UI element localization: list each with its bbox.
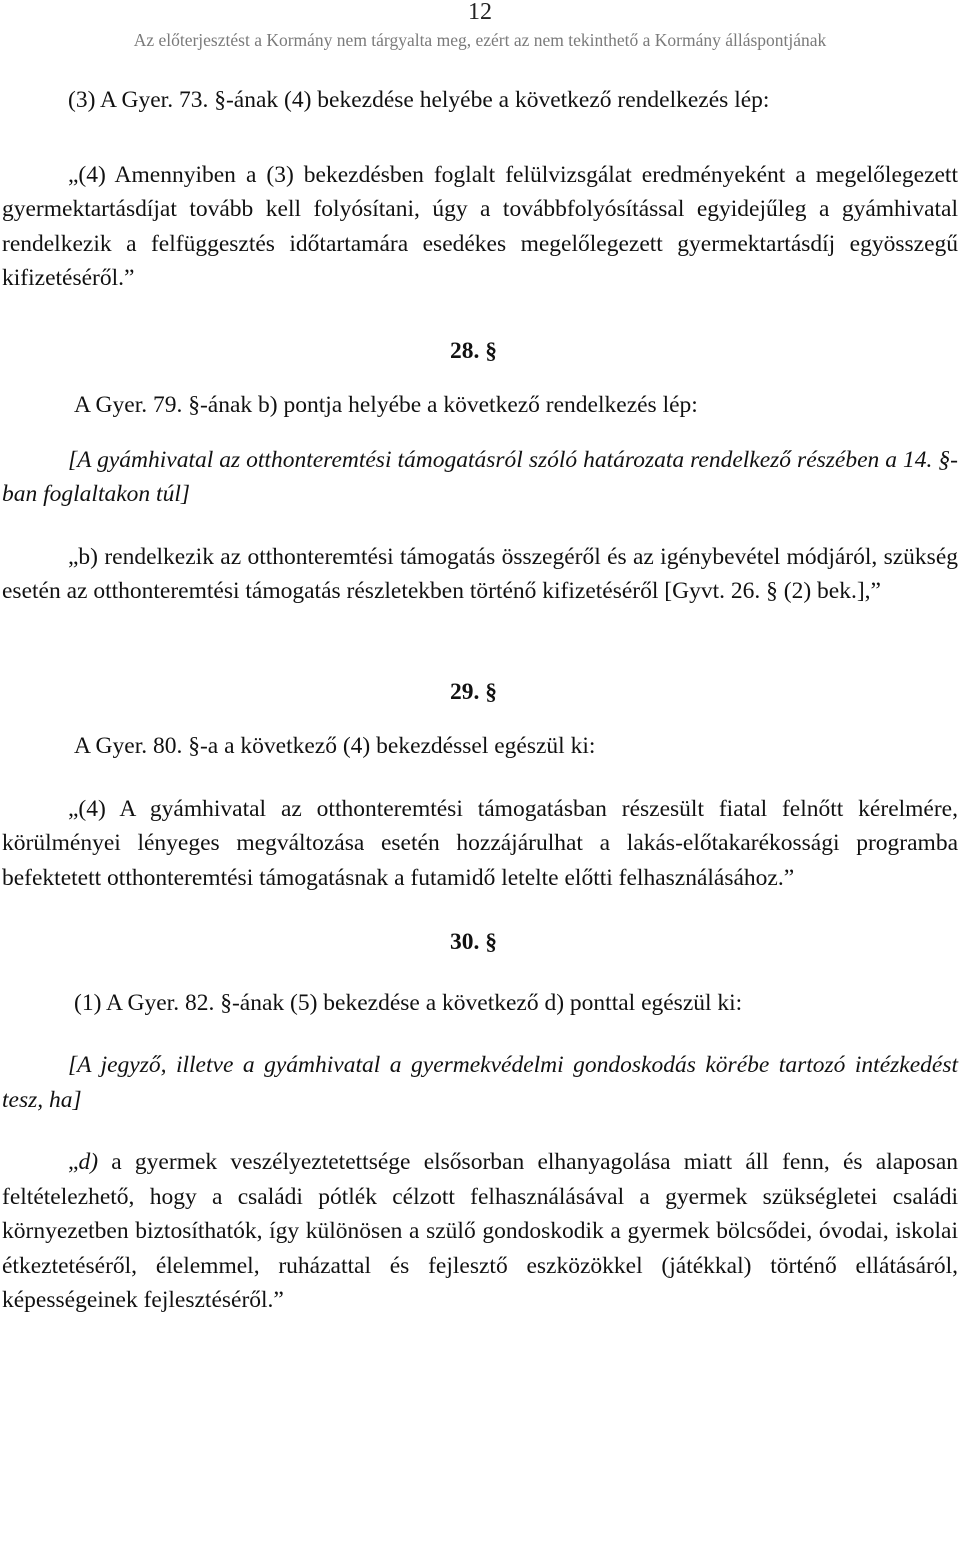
paragraph-amendment-73: (3) A Gyer. 73. §-ának (4) bekezdése helyébe a következő rendelkezés lép:: [68, 87, 770, 113]
paragraph-quoted-73-4: „(4) Amennyiben a (3) bekezdésben foglalt felülvizsgálat eredményeként a megelőlegezett gyermektartásdíjat tovább kell folyósítani, úgy a továbbfolyósítással egyidejűleg a gyámhivatal rendelkezik a felfüggesztés időtartamára esedékes megelőlegezett gyermektartásdíj egyösszegű kifizetéséről.”: [2, 161, 958, 291]
section-30-context: [A jegyző, illetve a gyámhivatal a gyermekvédelmi gondoskodás körébe tartozó intézkedést tesz, ha]: [2, 1052, 958, 1113]
point-label-d: d): [78, 1149, 99, 1175]
section-28-intro: A Gyer. 79. §-ának b) pontja helyébe a következő rendelkezés lép:: [74, 392, 698, 418]
section-heading-28: 28. §: [450, 337, 497, 364]
point-d-text: a gyermek veszélyeztetettsége elsősorban elhanyagolása miatt áll fenn, és alaposan feltételezhető, hogy a családi pótlék célzott felhasználásával a gyermek szükségletei családi környezetben biztosíthatók, így különösen a szülő gondoskodik a gyermek bölcsődei, óvodai, iskolai étkeztetéséről, élelemmel, ruházattal és fejlesztő eszközökkel (játékkal) történő ellátásáról, képességeinek fejlesztéséről.”: [2, 1149, 958, 1313]
section-30-point-d: [2, 1145, 958, 1318]
document-body: [2, 83, 958, 1318]
section-29-intro: A Gyer. 80. §-a a következő (4) bekezdéssel egészül ki:: [74, 733, 596, 759]
section-30-intro: (1) A Gyer. 82. §-ának (5) bekezdése a következő d) ponttal egészül ki:: [74, 989, 743, 1016]
quote-mark: „: [68, 1149, 79, 1175]
section-29-paragraph-4: „(4) A gyámhivatal az otthonteremtési támogatásban részesült fiatal felnőtt kérelmére, körülményei lényeges megváltozása esetén hozzájárulhat a lakás-előtakarékossági programba befektetett otthonteremtési támogatásnak a futamidő letelte előtti felhasználásához.”: [2, 795, 958, 891]
section-heading-29: 29. §: [450, 678, 497, 705]
section-28-point-b: „b) rendelkezik az otthonteremtési támogatás összegéről és az igénybevétel módjáról, szükség esetén az otthonteremtési támogatás részletekben történő kifizetéséről [Gyvt. 26. § (2) bek.],”: [2, 543, 958, 604]
section-28-context: [A gyámhivatal az otthonteremtési támogatásról szóló határozata rendelkező részében a 14. §-ban foglaltakon túl]: [2, 446, 958, 507]
header-disclaimer: Az előterjesztést a Kormány nem tárgyalta meg, ezért az nem tekinthető a Kormány álláspontjának: [133, 30, 827, 50]
page-number: 12: [468, 0, 492, 25]
section-heading-30: 30. §: [450, 929, 497, 955]
